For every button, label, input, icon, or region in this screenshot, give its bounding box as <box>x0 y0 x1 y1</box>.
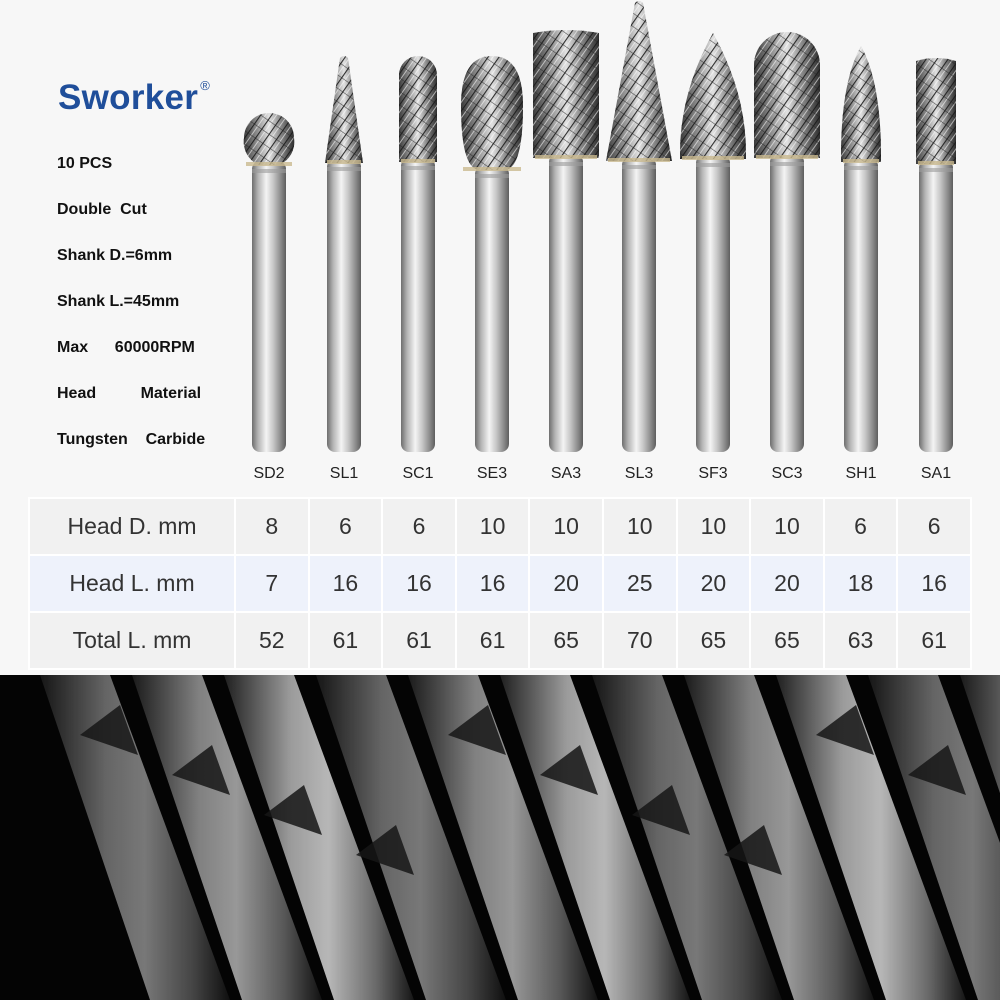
table-cell: 20 <box>750 555 824 612</box>
table-cell: 16 <box>382 555 456 612</box>
table-cell: 63 <box>824 612 898 669</box>
table-row <box>29 612 971 669</box>
dimension-table <box>28 497 972 670</box>
row-label: Head D. mm <box>29 498 235 555</box>
table-cell: 61 <box>382 612 456 669</box>
table-cell: 6 <box>309 498 383 555</box>
burr-set-illustration <box>0 0 1000 470</box>
table-cell: 61 <box>309 612 383 669</box>
burr-bit <box>606 1 672 452</box>
burr-bit <box>244 113 295 452</box>
spec-pieces: 10 PCS <box>57 155 113 172</box>
table-cell: 6 <box>382 498 456 555</box>
table-cell: 16 <box>309 555 383 612</box>
table-cell: 20 <box>677 555 751 612</box>
model-code: SA3 <box>550 465 582 482</box>
table-cell: 61 <box>897 612 971 669</box>
burr-bit <box>754 32 820 452</box>
spec-max-rpm: Max 60000RPM <box>57 339 195 356</box>
model-code: SF3 <box>698 465 728 482</box>
burr-bit <box>533 30 599 452</box>
table-cell: 10 <box>677 498 751 555</box>
burr-bit <box>399 56 437 452</box>
model-code: SC3 <box>771 465 803 482</box>
burr-bit <box>461 56 523 452</box>
model-code: SH1 <box>845 465 877 482</box>
brand-name: Sworker <box>58 78 199 117</box>
row-label: Head L. mm <box>29 555 235 612</box>
table-row <box>29 555 971 612</box>
table-cell: 65 <box>677 612 751 669</box>
table-row <box>29 498 971 555</box>
table-cell: 10 <box>603 498 677 555</box>
table-cell: 6 <box>824 498 898 555</box>
table-cell: 70 <box>603 612 677 669</box>
spec-head-material-value: Tungsten Carbide <box>57 431 206 448</box>
spec-shank-diameter: Shank D.=6mm <box>57 247 173 264</box>
table-cell: 8 <box>235 498 309 555</box>
table-cell: 18 <box>824 555 898 612</box>
burr-bit <box>841 46 881 452</box>
table-cell: 10 <box>750 498 824 555</box>
model-code: SL1 <box>329 465 359 482</box>
spec-head-material-label: Head Material <box>57 385 202 402</box>
table-cell: 10 <box>529 498 603 555</box>
row-label: Total L. mm <box>29 612 235 669</box>
model-code: SL3 <box>624 465 654 482</box>
table-cell: 61 <box>456 612 530 669</box>
burr-bit <box>680 33 746 452</box>
model-code: SE3 <box>476 465 508 482</box>
table-cell: 10 <box>456 498 530 555</box>
table-cell: 16 <box>897 555 971 612</box>
table-cell: 25 <box>603 555 677 612</box>
table-cell: 52 <box>235 612 309 669</box>
model-code: SA1 <box>920 465 952 482</box>
table-cell: 7 <box>235 555 309 612</box>
burr-flute-closeup <box>0 675 1000 1000</box>
table-cell: 16 <box>456 555 530 612</box>
model-code: SD2 <box>253 465 285 482</box>
closeup-photo <box>0 675 1000 1000</box>
table-cell: 6 <box>897 498 971 555</box>
table-cell: 20 <box>529 555 603 612</box>
table-cell: 65 <box>750 612 824 669</box>
burr-bit <box>916 58 956 452</box>
spec-cut: Double Cut <box>57 201 147 218</box>
spec-shank-length: Shank L.=45mm <box>57 293 180 310</box>
table-cell: 65 <box>529 612 603 669</box>
model-code: SC1 <box>402 465 434 482</box>
registered-mark: ® <box>200 78 211 94</box>
burr-bit <box>325 56 363 452</box>
